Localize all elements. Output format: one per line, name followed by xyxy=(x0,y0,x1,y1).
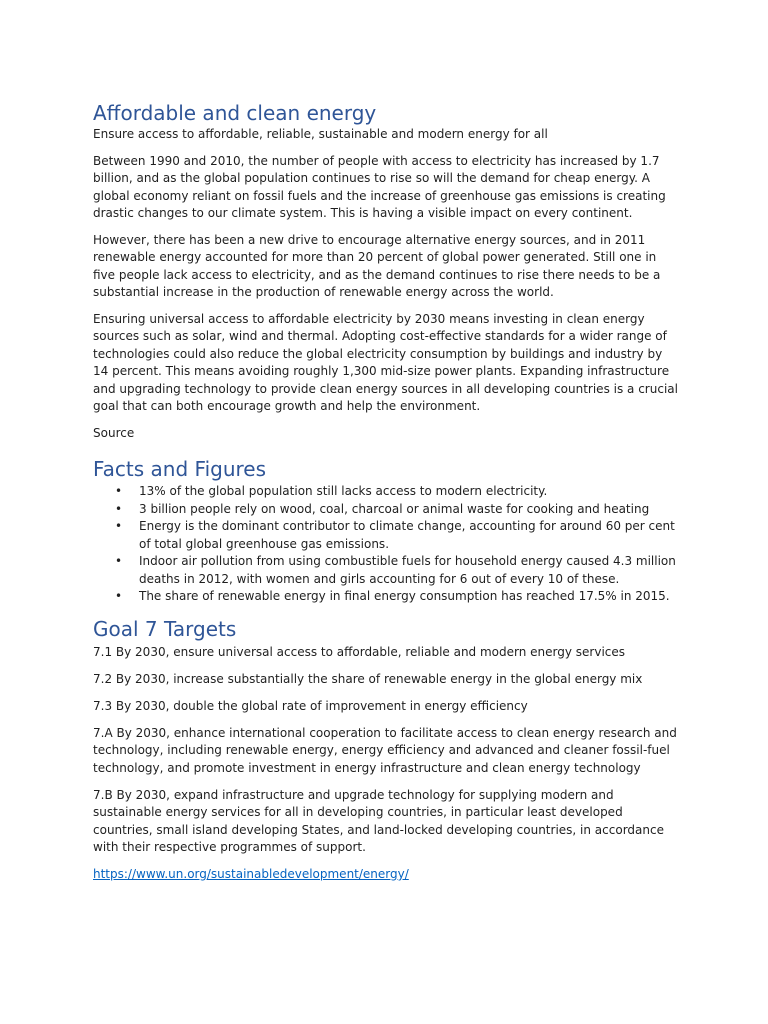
link-paragraph xyxy=(93,866,680,884)
fact-text: Energy is the dominant contributor to climate change, accounting for around 60 per cent of total global greenhouse gas emissions. xyxy=(139,519,675,551)
fact-text: 3 billion people rely on wood, coal, charcoal or animal waste for cooking and heating xyxy=(139,501,650,516)
target-item: 7.3 By 2030, double the global rate of improvement in energy efficiency xyxy=(93,698,528,713)
facts-section xyxy=(93,456,680,606)
target-item: 7.2 By 2030, increase substantially the share of renewable energy in the global energy mix xyxy=(93,671,643,686)
fact-text: The share of renewable energy in final energy consumption has reached 17.5% in 2015. xyxy=(139,589,670,603)
targets-section xyxy=(93,616,680,884)
intro-paragraph-3: Ensuring universal access to affordable electricity by 2030 means investing in clean energy sources such as solar, wind and thermal. Adopting cost-effective standards for a wider range of technologies could also reduce the global electricity consumption by buildings and industry by 14 percent. This means avoiding roughly 1,300 mid-size power plants. Expanding infrastructure and upgrading technology to provide clean energy sources in all developing countries is a crucial goal that can both encourage growth and help the environment. xyxy=(93,311,678,413)
intro-paragraph-2: However, there has been a new drive to encourage alternative energy sources, and in 2011 renewable energy accounted for more than 20 percent of global power generated. Still one in five people lack access to electricity, and as the demand continues to rise there needs to be a substantial increase in the production of renewable energy across the world. xyxy=(93,232,661,299)
list-item xyxy=(115,518,680,553)
bullet-icon: • xyxy=(115,554,123,568)
list-item xyxy=(115,588,680,606)
un-energy-link[interactable]: https://www.un.org/sustainabledevelopment/energy/ xyxy=(93,867,409,881)
facts-list xyxy=(93,483,680,606)
targets-heading: Goal 7 Targets xyxy=(93,616,237,641)
facts-heading: Facts and Figures xyxy=(93,457,267,481)
target-item: 7.1 By 2030, ensure universal access to affordable, reliable and modern energy services xyxy=(93,644,626,659)
list-item xyxy=(115,553,680,588)
page-title: Affordable and clean energy xyxy=(93,101,377,125)
target-item: 7.B By 2030, expand infrastructure and upgrade technology for supplying modern and sustainable energy services for all in developing countries, in particular least developed countries, small island developing States, and land-locked developing countries, in accordance with their respective programmes of support. xyxy=(93,787,664,854)
bullet-icon: • xyxy=(115,484,123,498)
intro-paragraph-1: Between 1990 and 2010, the number of people with access to electricity has increased by 1.7 billion, and as the global population continues to rise so will the demand for cheap energy. A global economy reliant on fossil fuels and the increase of greenhouse gas emissions is creating drastic changes to our climate system. This is having a visible impact on every continent. xyxy=(93,153,666,220)
list-item xyxy=(115,501,680,519)
page-subtitle: Ensure access to affordable, reliable, sustainable and modern energy for all xyxy=(93,127,548,141)
target-item: 7.A By 2030, enhance international cooperation to facilitate access to clean energy research and technology, including renewable energy, energy efficiency and advanced and cleaner fossil-fuel technology, and promote investment in energy infrastructure and clean energy technology xyxy=(93,725,677,775)
fact-text: Indoor air pollution from using combustible fuels for household energy caused 4.3 million deaths in 2012, with women and girls accounting for 6 out of every 10 of these. xyxy=(139,554,676,586)
list-item xyxy=(115,483,680,501)
bullet-icon: • xyxy=(115,519,123,533)
intro-section xyxy=(93,100,680,442)
bullet-icon: • xyxy=(115,589,123,603)
source-label: Source xyxy=(93,425,135,440)
bullet-icon: • xyxy=(115,501,123,516)
fact-text: 13% of the global population still lacks access to modern electricity. xyxy=(139,484,548,498)
